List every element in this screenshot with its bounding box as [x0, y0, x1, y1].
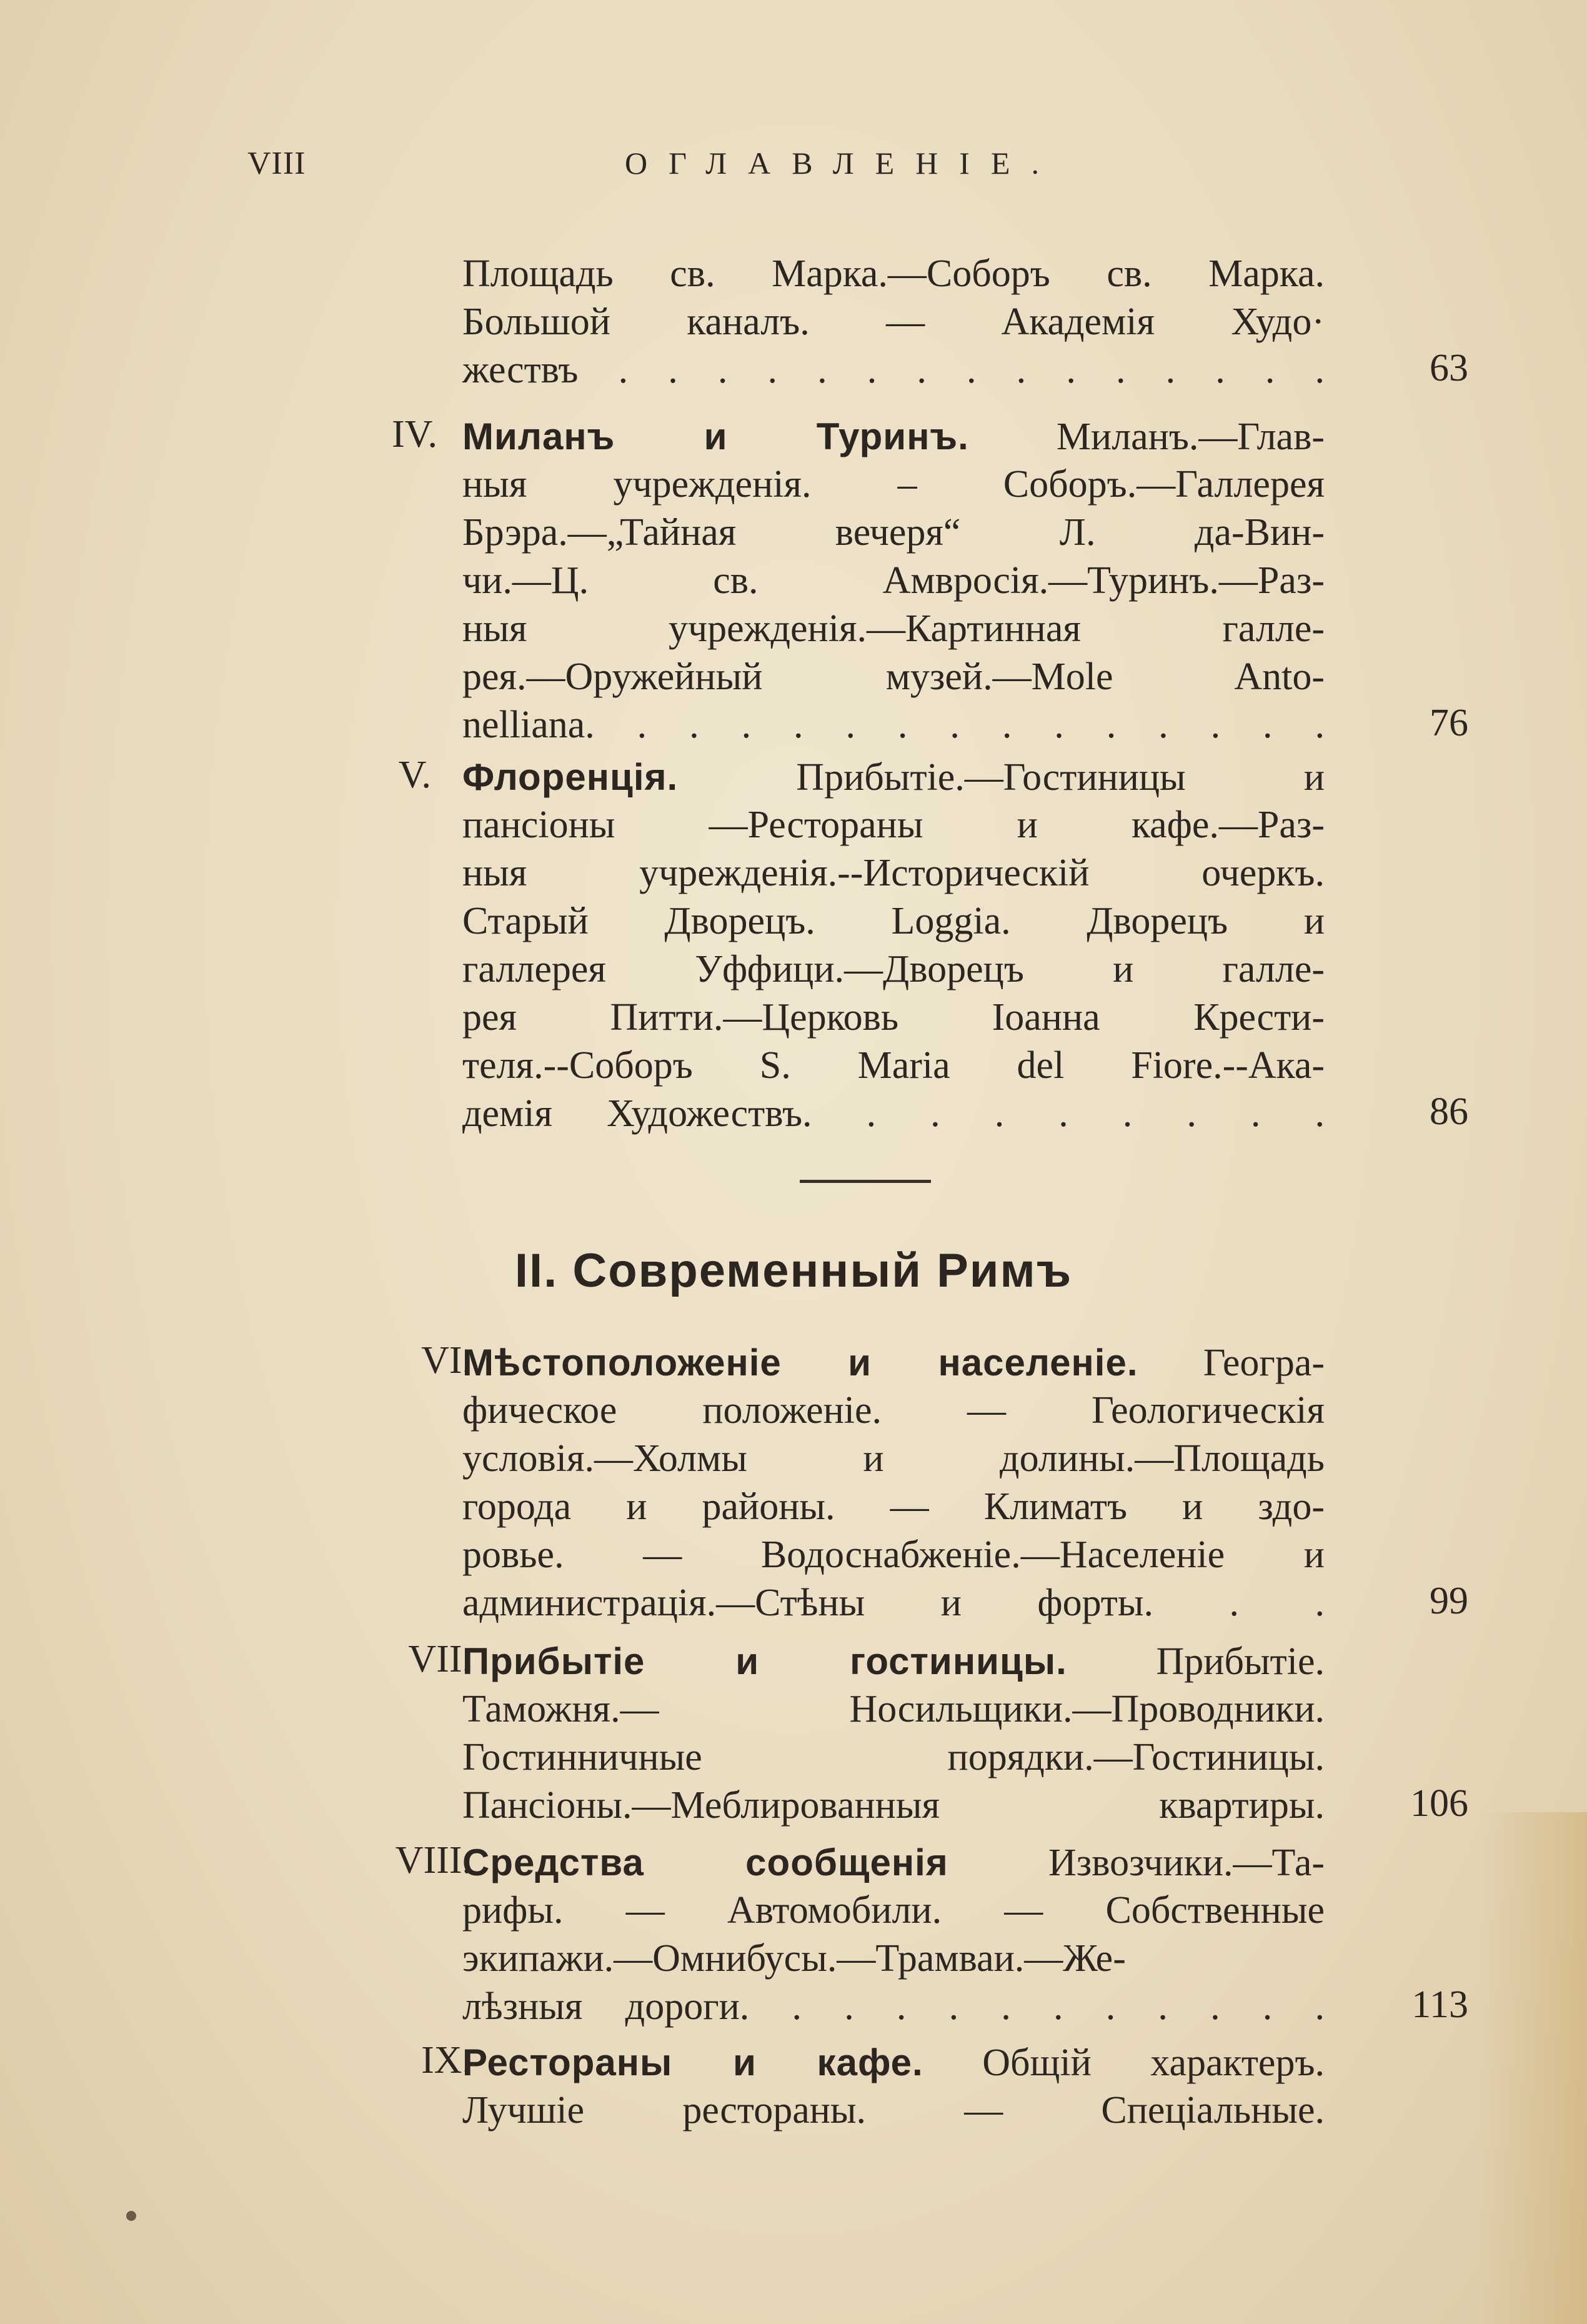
- running-head: ОГЛАВЛЕНІЕ.: [625, 146, 1060, 181]
- entry-line: рея Питти.—Церковь Іоанна Крести-: [462, 996, 1325, 1039]
- page-number: 76: [1430, 702, 1468, 744]
- paper-stain: [1481, 1812, 1587, 2324]
- chapter-number: VII.: [408, 1638, 472, 1680]
- chapter-heading: Рестораны и кафе.: [462, 2042, 923, 2083]
- entry-line: пансіоны —Рестораны и кафе.—Раз-: [462, 804, 1325, 846]
- entry-line: жествъ . . . . . . . . . . . . . . .: [462, 349, 1325, 391]
- entry-line: ровье. — Водоснабженіе.—Населеніе и: [462, 1534, 1325, 1576]
- entry-line: администрація.—Стѣны и форты. . .: [462, 1582, 1325, 1624]
- chapter-number: VI.: [421, 1339, 472, 1382]
- entry-line: ныя учрежденія.—Картинная галле-: [462, 607, 1325, 650]
- chapter-heading: Флоренція.: [462, 756, 679, 798]
- entry-line: лѣзныя дороги. . . . . . . . . . . .: [462, 1985, 1325, 2028]
- section-divider: [800, 1180, 931, 1183]
- entry-line: ныя учрежденія. – Соборъ.—Галлерея: [462, 463, 1325, 506]
- entry-line: Миланъ и Туринъ. Миланъ.—Глав-: [462, 416, 1325, 458]
- page-number: 86: [1430, 1090, 1468, 1133]
- chapter-number: V.: [398, 754, 431, 796]
- chapter-heading: Прибытіе и гостиницы.: [462, 1640, 1067, 1682]
- entry-line: Прибытіе и гостиницы. Прибытіе.: [462, 1640, 1325, 1683]
- chapter-heading: Средства сообщенія: [462, 1842, 948, 1883]
- entry-line: чи.—Ц. св. Амвросія.—Туринъ.—Раз-: [462, 559, 1325, 602]
- entry-line: Пансіоны.—Меблированныя квартиры.: [462, 1784, 1325, 1827]
- entry-text: [462, 412, 1325, 749]
- entry-line: Старый Дворецъ. Loggia. Дворецъ и: [462, 900, 1325, 942]
- chapter-number: IV.: [392, 413, 437, 456]
- part-title: II. Современный Римъ: [514, 1244, 1073, 1297]
- entry-line: условія.—Холмы и долины.—Площадь: [462, 1437, 1325, 1480]
- entry-text: [462, 1339, 1325, 1627]
- chapter-heading: Мѣстоположеніе и населеніе.: [462, 1342, 1138, 1384]
- entry-line: Большой каналъ. — Академія Худо·: [462, 301, 1325, 343]
- entry-line: экипажи.—Омнибусы.—Трамваи.—Же-: [462, 1937, 1126, 1980]
- entry-line: галлерея Уффици.—Дворецъ и галле-: [462, 948, 1325, 990]
- entry-line: рифы. — Автомобили. — Собственные: [462, 1889, 1325, 1932]
- entry-line: города и районы. — Климатъ и здо-: [462, 1485, 1325, 1528]
- entry-line: nelliana. . . . . . . . . . . . . . .: [462, 704, 1325, 746]
- entry-text: [462, 250, 1325, 394]
- entry-line: демія Художествъ. . . . . . . . .: [462, 1092, 1325, 1135]
- page-number: 113: [1411, 1983, 1468, 2026]
- page-number: 63: [1430, 347, 1468, 389]
- entry-line: Мѣстоположеніе и населеніе. Геогра-: [462, 1342, 1325, 1384]
- entry-text: [462, 1637, 1325, 1830]
- chapter-number: IX.: [421, 2039, 472, 2082]
- entry-line: Флоренція. Прибытіе.—Гостиницы и: [462, 756, 1325, 799]
- chapter-number: VIII.: [395, 1839, 472, 1882]
- entry-line: ныя учрежденія.--Историческій очеркъ.: [462, 852, 1325, 894]
- entry-text: [462, 2038, 1325, 2135]
- entry-text: [462, 753, 1325, 1138]
- ink-speck: [126, 2211, 136, 2221]
- page-folio: VIII: [247, 146, 306, 181]
- page-number: 106: [1410, 1782, 1468, 1825]
- entry-line: Рестораны и кафе. Общій характеръ.: [462, 2042, 1325, 2084]
- entry-line: рея.—Оружейный музей.—Mole Anto-: [462, 656, 1325, 698]
- page-number: 99: [1430, 1580, 1468, 1622]
- entry-line: Средства сообщенія Извозчики.—Та-: [462, 1842, 1325, 1884]
- entry-line: Таможня.— Носильщики.—Проводники.: [462, 1688, 1325, 1730]
- entry-line: Лучшіе рестораны. — Спеціальные.: [462, 2089, 1325, 2132]
- entry-line: теля.--Соборъ S. Maria del Fiore.--Ака-: [462, 1044, 1325, 1087]
- entry-text: [462, 1838, 1325, 2031]
- entry-line: Гостинничные порядки.—Гостиницы.: [462, 1736, 1325, 1778]
- entry-line: Брэра.—„Тайная вечеря“ Л. да-Вин-: [462, 511, 1325, 554]
- entry-line: фическое положеніе. — Геологическія: [462, 1389, 1325, 1432]
- chapter-heading: Миланъ и Туринъ.: [462, 416, 969, 457]
- entry-line: Площадь св. Марка.—Соборъ св. Марка.: [462, 252, 1325, 295]
